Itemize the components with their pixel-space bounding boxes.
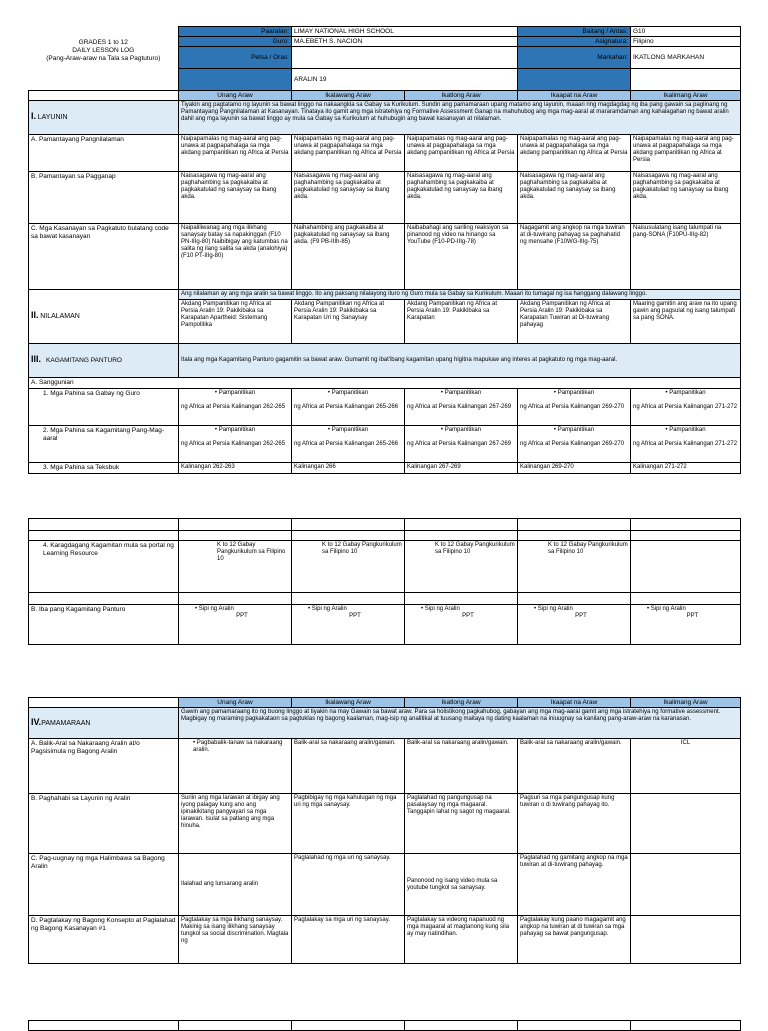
- nilalaman-day2: Akdang Pampanitikan ng Africa at Persia Aralin 19: Pakikibaka sa Karapatan Uri ng Sanaysay: [292, 300, 405, 344]
- blank-cell: [405, 1021, 518, 1031]
- layunin-a-day3: Naipapamalas ng mag-aaral ang pag-unawa at pagpapahalaga sa mga akdang pampanitikan ng Africa at Persia: [405, 135, 518, 172]
- asignatura-label: Asignatura:: [518, 37, 631, 47]
- kagamitan-description: Itala ang mga Kagamitang Panturo gagamitin sa bawat araw. Gumamit ng ibat'ibang kagamitan upang higitna mapukaw ang interes at pagkatuto ng mga mag-aaral.: [179, 344, 741, 378]
- iba-pang-kagamitan-label: B. Iba pang Kagamitang Panturo: [29, 605, 179, 645]
- day-header-blank: [29, 698, 179, 708]
- day-header-3: Ikatlong Araw: [405, 698, 518, 708]
- day-header-3: Ikatlong Araw: [405, 91, 518, 101]
- blank-row: [29, 593, 179, 605]
- teksbuk-day1: Kalinangan 262-263: [179, 463, 292, 474]
- iba-day1: • Sipi ng Aralin PPT: [179, 605, 292, 645]
- layunin-a-day1: Naipapamalas ng mag-aaral ang pag-unawa at pagpapahalaga sa mga akdang pampanitikan ng Africa at Persia: [179, 135, 292, 172]
- blank-cell: [292, 1021, 405, 1031]
- asignatura-value: Filipino: [631, 37, 741, 47]
- blank-cell: [292, 531, 405, 541]
- day-header-2: Ikalawang Araw: [292, 698, 405, 708]
- day-header-4: Ikaapat na Araw: [518, 698, 631, 708]
- gabay-guro-day5: • Pampanitikan ng Africa at Persia Kalinangan 271-272: [631, 389, 741, 426]
- layunin-c-day1: Naipaliliwanag ang mga ilikhang sanaysay batay sa napakinggan (F10 PN-IIIg-80) Naibibigay ang katumbas na salita ng ilang salita sa akda (analohiya) (F10 PT-IIIg-80): [179, 224, 292, 290]
- baitang-value: G10: [631, 27, 741, 37]
- teksbuk-label: 3. Mga Pahina sa Teksbuk: [29, 463, 179, 474]
- gabay-guro-day1: • Pampanitikan ng Africa at Persia Kalinangan 262-265: [179, 389, 292, 426]
- pagtalakay-day2: Pagtalakay sa mga uri ng sanaysay.: [292, 916, 405, 964]
- lr-day1: K to 12 Gabay Pangkurikulum sa Filipino 10: [179, 541, 292, 593]
- markahan-value: IKATLONG MARKAHAN: [631, 47, 741, 69]
- layunin-b-day1: Naisasagawa ng mag-aaral ang paghahambing sa pagkakaiba at pagkakatulad ng sanaysay sa ibang akda.: [179, 172, 292, 224]
- blank-cell: [405, 593, 518, 605]
- nilalaman-heading: II. NILALAMAN: [29, 290, 179, 344]
- aralin-value: ARALIN 19: [292, 69, 518, 91]
- markahan-label: Markahan:: [518, 47, 631, 69]
- pag-uugnay-day5: [631, 854, 741, 916]
- paghahabi-label: B. Paghahabi sa Layunin ng Aralin: [29, 794, 179, 854]
- kagamitan-mag-aaral-day4: • Pampanitikan ng Africa at Persia Kalinangan 269-270: [518, 426, 631, 463]
- kagamitan-mag-aaral-day5: • Pampanitikan ng Africa at Persia Kalinangan 271-272: [631, 426, 741, 463]
- lesson-log-table-4: [28, 1020, 741, 1031]
- pamamaraan-heading: IV.PAMAMARAAN: [29, 708, 179, 739]
- pag-uugnay-day2: Paglalahad ng mga uri ng sanaysay.: [292, 854, 405, 916]
- day-header-5: Ikalimang Araw: [631, 91, 741, 101]
- blank-cell: [405, 531, 518, 541]
- blank-cell: [631, 519, 741, 531]
- balik-aral-day3: Balik-aral sa nakaraang aralin/gawain.: [405, 739, 518, 794]
- teksbuk-day5: Kalinangan 271-272: [631, 463, 741, 474]
- aralin-blank-3: [631, 69, 741, 91]
- blank-cell: [179, 593, 292, 605]
- paghahabi-day1: Suriin ang mga larawan at ibigay ang iyong palagay kung ano ang ipinakikitang pangyayari sa mga larawan. Isulat sa patlang ang mga hinuha.: [179, 794, 292, 854]
- gabay-ng-guro-label: 1. Mga Pahina sa Gabay ng Guro: [29, 389, 179, 426]
- blank-cell: [631, 1021, 741, 1031]
- pagtalakay-label: D. Pagtalakay ng Bagong Konsepto at Paglalahad ng Bagong Kasanayan #1: [29, 916, 179, 964]
- pag-uugnay-day1: Ilalahad ang lunsarang aralin: [179, 854, 292, 916]
- log-title: GRADES 1 to 12 DAILY LESSON LOG (Pang-Araw-araw na Tala sa Pagtuturo): [46, 38, 161, 62]
- iba-day4: • Sipi ng Aralin PPT: [518, 605, 631, 645]
- nilalaman-description: Ang nilalaman ay ang mga aralin sa bawat linggo. Ito ang paksang nilalayong ituro ng Guro mula sa Gabay sa Kurikulum. Maaari ito tumagal ng isa hanggang dalawang linggo.: [179, 290, 741, 300]
- blank-cell: [518, 1021, 631, 1031]
- sanggunian-label: A. Sanggunian: [29, 378, 741, 389]
- day-header-4: Ikaapat na Araw: [518, 91, 631, 101]
- layunin-c-day5: Naisusulatang isang talumpati na pang-SONA (F10PU-IIIg-82): [631, 224, 741, 290]
- nilalaman-day1: Akdang Pampanitikan ng Africa at Persia Aralin 19: Pakikibaka sa Karapatan Apartheid: Sistemang Pampolitika: [179, 300, 292, 344]
- pagtalakay-day5: [631, 916, 741, 964]
- kasanayan-sa-pagkatuto-label: C. Mga Kasanayan sa Pagkatuto bulatang code sa bawat kasanayan: [29, 224, 179, 290]
- day-header-2: Ikalawang Araw: [292, 91, 405, 101]
- blank-cell: [292, 593, 405, 605]
- baitang-label: Baitang / Antas:: [518, 27, 631, 37]
- pag-uugnay-label: C. Pag-uugnay ng mga Halimbawa sa Bagong Aralin: [29, 854, 179, 916]
- paghahabi-day5: [631, 794, 741, 854]
- nilalaman-day5: Maaring gamitin ang araw na ito upang gawin ang pagsulat ng isang talumpati sa pang SONA.: [631, 300, 741, 344]
- day-header-5: Ikalimang Araw: [631, 698, 741, 708]
- layunin-c-day3: Naibabahagi ang sariling reaksiyon sa pinanood ng video na hinango sa YouTube (F10-PD-IIIg-78): [405, 224, 518, 290]
- paaralan-value: LIMAY NATIONAL HIGH SCHOOL: [292, 27, 518, 37]
- balik-aral-day2: Balik-aral sa nakaraang aralin/gawain.: [292, 739, 405, 794]
- balik-aral-day5: ICL: [631, 739, 741, 794]
- layunin-b-day3: Naisasagawa ng mag-aaral ang paghahambing sa pagkakaiba at pagkakatulad ng sanaysay sa ibang akda.: [405, 172, 518, 224]
- layunin-heading: I. LAYUNIN: [29, 101, 179, 135]
- paghahabi-day3: Paglalahad ng pangungusap na pasalaysay ng mga magaaral. Tanggapin lahat ng sagot ng magaaral.: [405, 794, 518, 854]
- nilalaman-day4: Akdang Pampanitikan ng Africa at Persia Aralin 19: Pakikibaka sa Karapatan Tuwiran at Di-tuwirang pahayag: [518, 300, 631, 344]
- gabay-guro-day3: • Pampanitikan ng Africa at Persia Kalinangan 267-269: [405, 389, 518, 426]
- day-header-blank: [29, 91, 179, 101]
- paghahabi-day2: Pagbibigay ng mga kahulugan ng mga uri ng mga sanaysay.: [292, 794, 405, 854]
- iba-day5: • Sipi ng Aralin PPT: [631, 605, 741, 645]
- lesson-log-table-2: [28, 518, 741, 645]
- gabay-guro-day4: • Pampanitikan ng Africa at Persia Kalinangan 269-270: [518, 389, 631, 426]
- balik-aral-label: A. Balik-Aral sa Nakaraang Aralin at/o Pagsisimula ng Bagong Aralin: [29, 739, 179, 794]
- lr-day3: K to 12 Gabay Pangkurikulum sa Filipino 10: [405, 541, 518, 593]
- pagtalakay-day1: Pagtalakay sa mga ilikhang sanaysay. Makinig sa isang ilikhang sanaysay tungkol sa social discrimination. Magtala ng: [179, 916, 292, 964]
- layunin-c-day2: Naihahambing ang pagkakaiba at pagkakatulad ng sanaysay sa ibang akda. (F9 PB-IIIh-85): [292, 224, 405, 290]
- blank-cell: [179, 519, 292, 531]
- layunin-b-day4: Naisasagawa ng mag-aaral ang paghahambing sa pagkakaiba at pagkakatulad ng sanaysay sa ibang akda.: [518, 172, 631, 224]
- teksbuk-day3: Kalinangan 267-269: [405, 463, 518, 474]
- lesson-log-table-3: [28, 697, 741, 964]
- gabay-guro-day2: • Pampanitikan ng Africa at Persia Kalinangan 265-266: [292, 389, 405, 426]
- blank-cell: [518, 531, 631, 541]
- nilalaman-day3: Akdang Pampanitikan ng Africa at Persia Aralin 19: Pakikibaka sa Karapatan: [405, 300, 518, 344]
- layunin-description: Tiyakin ang pagtatamo ng layunin sa bawat linggo na nakaangkla sa Gabay sa Kurikulum. Sundin ang pamamaraan upang matamo ang layunin, maaari ring magdagdag ng iba pang gawain sa paglinang ng Pamantayang Pangnilalaman at Kasanayan. Tinataya ito gamit ang mga istratehiya ng Formative Assessment Ganap na mahuhubog ang mga mag-aaral at mararamdaman ang kahalagahan ng bawat aralin dahil ang mga layunin sa bawat linggo ay mula sa Gabay sa Kurikulum at huhubugin ang bawat kasanayan at nilalaman.: [179, 101, 741, 135]
- day-header-1: Unang Araw: [179, 91, 292, 101]
- aralin-blank: [179, 69, 292, 91]
- kagamitan-mag-aaral-day3: • Pampanitikan ng Africa at Persia Kalinangan 267-269: [405, 426, 518, 463]
- guro-label: Guro:: [179, 37, 292, 47]
- blank-cell: [179, 1021, 292, 1031]
- blank-cell: [518, 519, 631, 531]
- pagtalakay-day3: Pagtalakay sa videong napanuod ng mga magaaral at magtanong kung sila ay may natindihan.: [405, 916, 518, 964]
- kagamitan-mag-aaral-day2: • Pampanitikan ng Africa at Persia Kalinangan 265-266: [292, 426, 405, 463]
- kagamitan-mag-aaral-day1: • Pampanitikan ng Africa at Persia Kalinangan 262-265: [179, 426, 292, 463]
- paaralan-label: Paaralan:: [179, 27, 292, 37]
- blank-row: [29, 519, 179, 531]
- iba-day3: • Sipi ng Aralin PPT: [405, 605, 518, 645]
- blank-cell: [631, 593, 741, 605]
- blank-row: [29, 531, 179, 541]
- iba-day2: • Sipi ng Aralin PPT: [292, 605, 405, 645]
- pamamaraan-description: Gawin ang pamamaraang ito ng buong linggo at tiyakin na may Gawain sa bawat araw. Para sa holistikong pagkahubog, gabayan ang mga mag-aaral gamit ang mga istratehiya ng formative assessment. Magbigay ng maraming pagkakataon sa pagtuklas ng bagong kaalaman, mag-isip ng analitikal at tuusang maitaya ng dating kaalaman na iniuugnay sa kanilang pang-araw-araw na karanasan.: [179, 708, 741, 739]
- kagamitan-heading: III. KAGAMITANG PANTURO: [29, 344, 179, 378]
- lr-day2: K to 12 Gabay Pangkurikulum sa Filipino 10: [292, 541, 405, 593]
- petsa-label: Petsa / Oras:: [179, 47, 292, 69]
- teksbuk-day4: Kalinangan 269-270: [518, 463, 631, 474]
- petsa-value: [292, 47, 518, 69]
- kagamitang-pang-mag-aaral-label: 2. Mga Pahina sa Kagamitang Pang-Mag-aaral: [29, 426, 179, 463]
- blank-cell: [631, 531, 741, 541]
- pag-uugnay-day3: Panonood ng isang video mula sa youtube tungkol sa sanaysay.: [405, 854, 518, 916]
- lesson-log-table-1: [28, 26, 741, 474]
- blank-cell: [405, 519, 518, 531]
- pamantayan-sa-pagganap-label: B. Pamantayan sa Pagganap: [29, 172, 179, 224]
- pagtalakay-day4: Pagtalakay kung paano magagamit ang angkop na tuwiran at di tuwiran sa mga pahayag sa bawat pangungusap.: [518, 916, 631, 964]
- layunin-c-day4: Nagagamit ang angkop na mga tuwiran at di-tuwirang pahayag sa paghahatid ng mensahe (F10WG-IIIg-75): [518, 224, 631, 290]
- lr-day5: [631, 541, 741, 593]
- teksbuk-day2: Kalinangan 266: [292, 463, 405, 474]
- layunin-b-day2: Naisasagawa ng mag-aaral ang paghahambing sa pagkakaiba at pagkakatulad ng sanaysay sa ibang akda.: [292, 172, 405, 224]
- learning-resource-label: 4. Karagdagang Kagamitan mula sa portal ng Learning Resource: [29, 541, 179, 593]
- balik-aral-day4: Balik-aral sa nakaraang aralin/gawain.: [518, 739, 631, 794]
- lr-day4: K to 12 Gabay Pangkurikulum sa Filipino 10: [518, 541, 631, 593]
- day-header-1: Unang Araw: [179, 698, 292, 708]
- layunin-a-day5: Naipapamalas ng mag-aaral ang pag-unawa at pagpapahalaga sa mga akdang pampanitikan ng Africa at Persia: [631, 135, 741, 172]
- layunin-b-day5: Naisasagawa ng mag-aaral ang paghahambing sa pagkakaiba at pagkakatulad ng sanaysay sa ibang akda.: [631, 172, 741, 224]
- blank-cell: [179, 531, 292, 541]
- blank-cell: [518, 593, 631, 605]
- pag-uugnay-day4: Paglalahad ng gamitang angkop na mga tuwiran at di-tuwirang pahayag.: [518, 854, 631, 916]
- layunin-a-day2: Naipapamalas ng mag-aaral ang pag-unawa at pagpapahalaga sa mga akdang pampanitikan ng Africa at Persia: [292, 135, 405, 172]
- aralin-blank-2: [518, 69, 631, 91]
- balik-aral-day1: • Pagbabalik-tanaw sa nakaraang aralin.: [179, 739, 292, 794]
- guro-value: MA.EBETH S. NACION: [292, 37, 518, 47]
- pamantayang-pangnilalaman-label: A. Pamantayang Pangnilalaman: [29, 135, 179, 172]
- layunin-a-day4: Naipapamalas ng mag-aaral ang pag-unawa at pagpapahalaga sa mga akdang pampanitikan ng Africa at Persia: [518, 135, 631, 172]
- blank-row: [29, 1021, 179, 1031]
- paghahabi-day4: Pagsuri sa mga pangungusap kung tuwiran o di tuwirang pahayag ito.: [518, 794, 631, 854]
- blank-cell: [292, 519, 405, 531]
